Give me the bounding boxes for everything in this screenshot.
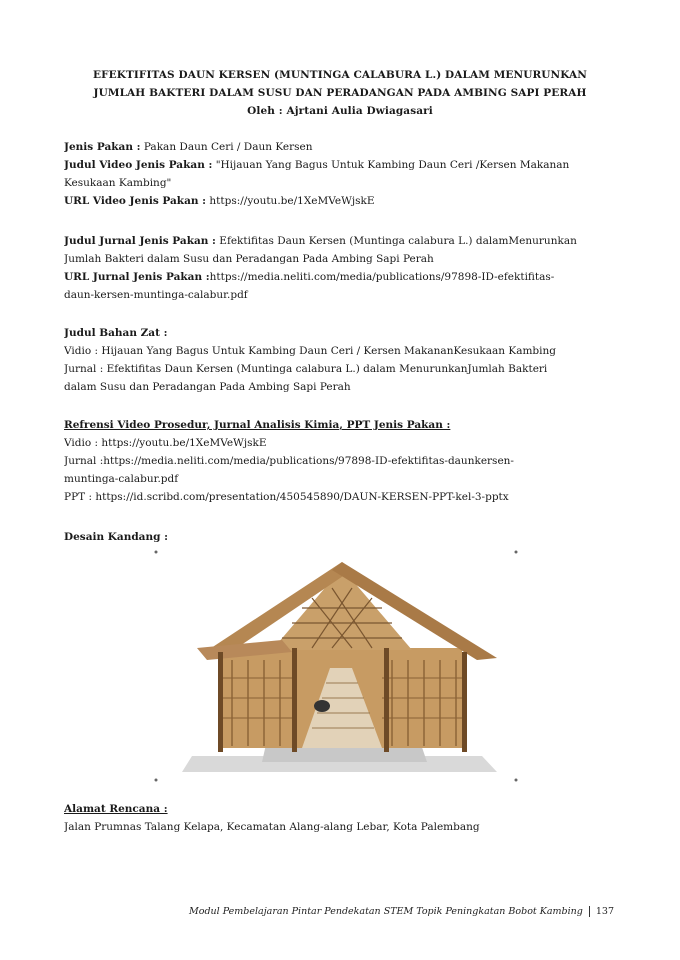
desain-section [64,528,616,546]
referensi-video[interactable]: Vidio : https://youtu.be/1XeMVeWjskE [64,437,267,449]
url-video-value[interactable]: https://youtu.be/1XeMVeWjskE [206,195,375,207]
bahan-video: Vidio : Hijauan Yang Bagus Untuk Kambing Daun Ceri / Kersen MakananKesukaan Kambing [64,345,556,357]
document-title [60,66,620,120]
alamat-value: Jalan Prumnas Talang Kelapa, Kecamatan Alang-alang Lebar, Kota Palembang [64,821,480,833]
title-line-2: JUMLAH BAKTERI DALAM SUSU DAN PERADANGAN PADA AMBING SAPI PERAH [93,87,587,99]
title-author: Oleh : Ajrtani Aulia Dwiagasari [247,105,433,117]
barn-design-image [152,548,520,784]
page-number: 137 [589,906,614,917]
bahan-section [64,324,616,396]
title-line-1: EFEKTIFITAS DAUN KERSEN (MUNTINGA CALABURA L.) DALAM MENURUNKAN [92,69,588,81]
pakan-section [64,138,616,210]
referensi-ppt[interactable]: PPT : https://id.scribd.com/presentation/450545890/DAUN-KERSEN-PPT-kel-3-pptx [64,491,509,503]
bahan-jurnal-cont: dalam Susu dan Peradangan Pada Ambing Sapi Perah [64,381,351,393]
page-footer [189,906,614,917]
referensi-jurnal[interactable]: Jurnal :https://media.neliti.com/media/publications/97898-ID-efektifitas-daunkersen- [64,455,514,467]
url-jurnal-value-cont[interactable]: daun-kersen-muntinga-calabur.pdf [64,289,248,301]
referensi-label: Refrensi Video Prosedur, Jurnal Analisis Kimia, PPT Jenis Pakan : [64,419,451,431]
jurnal-section [64,232,616,304]
judul-video-label: Judul Video Jenis Pakan : [64,159,213,171]
jenis-pakan-value: Pakan Daun Ceri / Daun Kersen [140,141,313,153]
url-jurnal-label: URL Jurnal Jenis Pakan : [64,271,210,283]
referensi-section [64,416,616,506]
judul-video-value-cont: Kesukaan Kambing" [64,177,172,189]
bahan-label: Judul Bahan Zat : [64,327,168,339]
bahan-jurnal: Jurnal : Efektifitas Daun Kersen (Muntinga calabura L.) dalam MenurunkanJumlah Bakteri [64,363,548,375]
judul-jurnal-value-cont: Jumlah Bakteri dalam Susu dan Peradangan Pada Ambing Sapi Perah [64,253,434,265]
url-video-label: URL Video Jenis Pakan : [64,195,207,207]
referensi-jurnal-cont[interactable]: muntinga-calabur.pdf [64,473,179,485]
jenis-pakan-label: Jenis Pakan : [64,141,141,153]
judul-jurnal-value: Efektifitas Daun Kersen (Muntinga calabura L.) dalamMenurunkan [215,235,577,247]
alamat-section [64,800,616,836]
footer-text: Modul Pembelajaran Pintar Pendekatan STEM Topik Peningkatan Bobot Kambing [189,906,583,917]
url-jurnal-value[interactable]: https://media.neliti.com/media/publications/97898-ID-efektifitas- [209,271,555,283]
alamat-label: Alamat Rencana : [64,803,168,815]
desain-label: Desain Kandang : [64,531,168,543]
judul-jurnal-label: Judul Jurnal Jenis Pakan : [64,235,216,247]
judul-video-value: "Hijauan Yang Bagus Untuk Kambing Daun Ceri /Kersen Makanan [212,159,570,171]
